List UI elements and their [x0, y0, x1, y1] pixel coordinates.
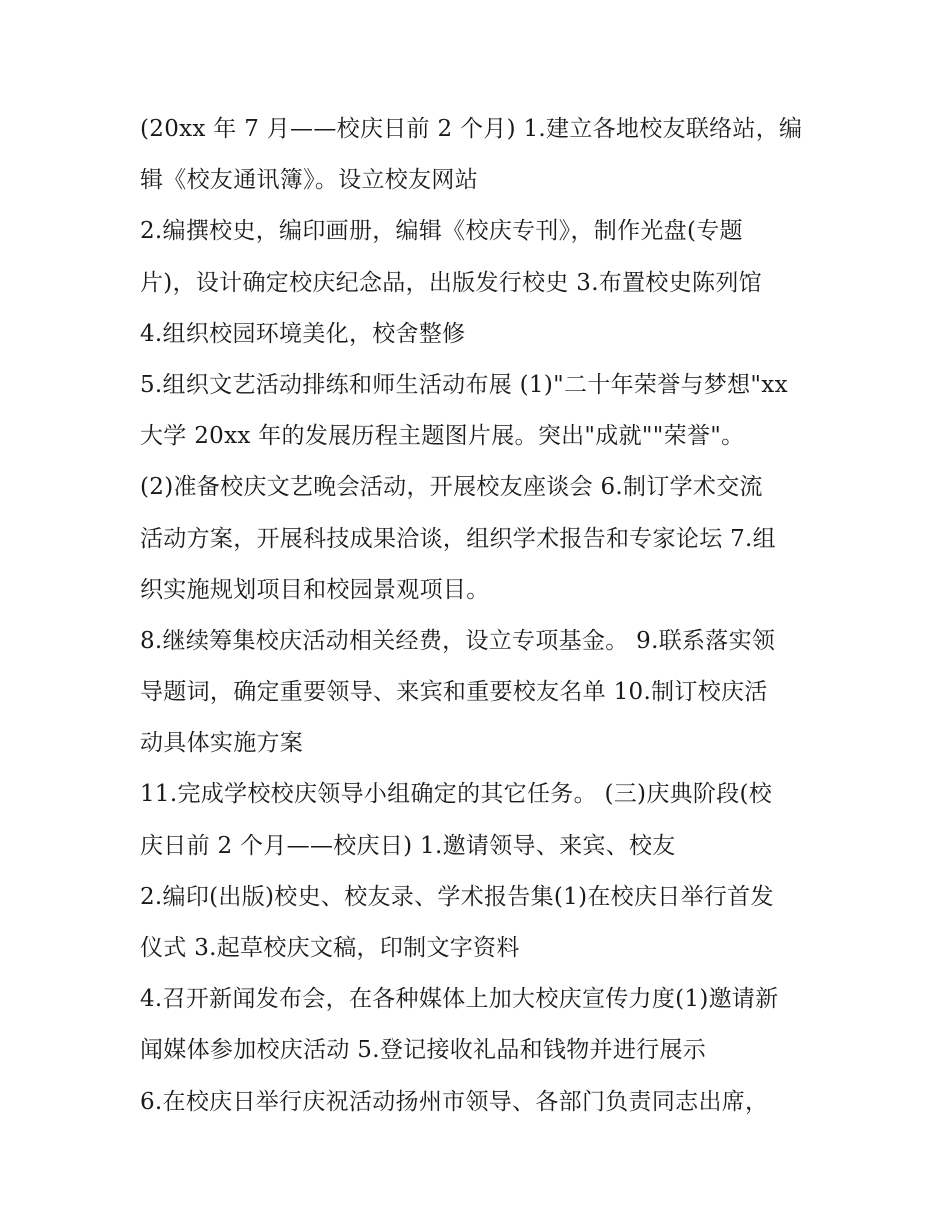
- document-body: [140, 104, 820, 1128]
- text-line: 6.在校庆日举行庆祝活动扬州市领导、各部门负责同志出席，: [140, 1088, 769, 1115]
- text-line: 辑《校友通讯簿》。设立校友网站: [140, 167, 478, 194]
- text-line: 2.编印(出版)校史、校友录、学术报告集(1)在校庆日举行首发: [140, 883, 774, 910]
- text-line: 片)，设计确定校庆纪念品，出版发行校史 3.布置校史陈列馆: [140, 269, 762, 296]
- text-line: 5.组织文艺活动排练和师生活动布展 (1)"二十年荣誉与梦想"xx: [140, 371, 788, 398]
- text-line: (20xx 年 7 月——校庆日前 2 个月) 1.建立各地校友联络站，编: [140, 116, 803, 142]
- text-line: 2.编撰校史，编印画册，编辑《校庆专刊》，制作光盘(专题: [140, 218, 743, 245]
- text-line: 活动方案，开展科技成果洽谈，组织学术报告和专家论坛 7.组: [140, 525, 776, 552]
- text-line: 庆日前 2 个月——校庆日) 1.邀请领导、来宾、校友: [140, 832, 676, 859]
- text-line: 闻媒体参加校庆活动 5.登记接收礼品和钱物并进行展示: [140, 1037, 707, 1064]
- text-line: 仪式 3.起草校庆文稿，印制文字资料: [140, 935, 520, 961]
- text-line: 导题词，确定重要领导、来宾和重要校友名单 10.制订校庆活: [140, 679, 768, 706]
- text-line: 8.继续筹集校庆活动相关经费，设立专项基金。 9.联系落实领: [140, 627, 776, 654]
- text-line: 动具体实施方案: [140, 730, 304, 757]
- text-line: 4.召开新闻发布会，在各种媒体上加大校庆宣传力度(1)邀请新: [140, 986, 779, 1013]
- text-line: 11.完成学校校庆领导小组确定的其它任务。 (三)庆典阶段(校: [140, 781, 773, 808]
- text-line: 大学 20xx 年的发展历程主题图片展。突出"成就""荣誉"。: [140, 423, 745, 450]
- text-line: (2)准备校庆文艺晚会活动，开展校友座谈会 6.制订学术交流: [140, 474, 763, 501]
- text-line: 织实施规划项目和校园景观项目。: [140, 576, 490, 603]
- text-line: 4.组织校园环境美化，校舍整修: [140, 320, 466, 347]
